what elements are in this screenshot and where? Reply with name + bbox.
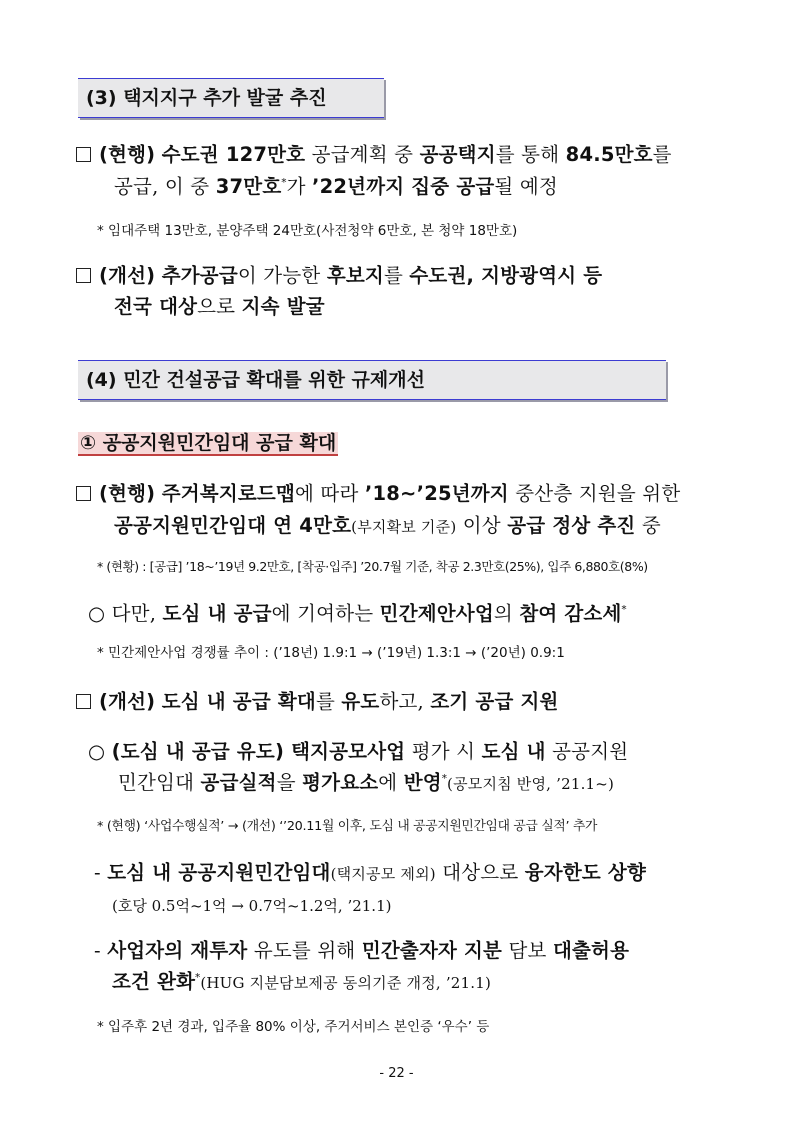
footnote-star: * [281, 177, 287, 189]
text: 융자한도 상향 [524, 861, 646, 884]
text: 를 통해 [495, 143, 566, 166]
circle-bullet-icon: ○ [88, 602, 106, 625]
text: 공급, 이 중 [114, 175, 216, 198]
page-number: - 22 - [379, 1066, 414, 1081]
text: 유도를 위해 [247, 939, 362, 962]
dash-bullet: - [94, 939, 101, 962]
checkbox-square-icon [76, 694, 91, 709]
s4-bullet-1 [88, 604, 627, 624]
s4-improve-para [76, 692, 559, 712]
section-4-title: (4) 민간 건설공급 확대를 위한 규제개선 [86, 369, 425, 391]
text: 으로 [197, 295, 242, 318]
footnote-star: * [195, 972, 201, 984]
s4-dash-1-line1 [94, 863, 646, 883]
checkbox-square-icon [76, 147, 91, 162]
text: 전국 대상 [114, 295, 198, 318]
text: 가 [286, 175, 313, 198]
text: ’22년까지 집중 공급 [312, 175, 495, 198]
s3-improve-para-line1 [76, 266, 602, 286]
text: 도심 내 공급 확대 [161, 690, 316, 713]
text: (공모지침 반영, ’21.1~) [447, 775, 615, 793]
text: 수도권, 지방광역시 등 [409, 264, 603, 287]
text: 를 [315, 690, 342, 713]
footnote-star: * [621, 604, 627, 616]
text: 에 따라 [294, 482, 365, 505]
text: 유도 [341, 690, 380, 713]
text: 평가요소 [302, 771, 379, 794]
text: ’18~’25년까지 [364, 482, 509, 505]
subsection-1-title: ① 공공지원민간임대 공급 확대 [80, 432, 337, 454]
text: (택지공모 제외) [330, 865, 436, 883]
text: 지속 발굴 [241, 295, 325, 318]
s3-note-1: * 임대주택 13만호, 분양주택 24만호(사전청약 6만호, 본 청약 18만호) [97, 223, 518, 239]
text: 담보 [502, 939, 553, 962]
text: 추가공급 [161, 264, 238, 287]
text: (도심 내 공급 유도) [111, 740, 285, 763]
section-3-header [78, 78, 384, 118]
text: 를 [383, 264, 410, 287]
s4-dash-2-line1 [94, 941, 629, 961]
s4-bullet-2-line2 [118, 773, 614, 793]
text: 의 [493, 602, 520, 625]
s4-dash-2-line2 [112, 972, 491, 992]
text: 될 예정 [494, 175, 558, 198]
text: 택지공모사업 [284, 740, 406, 763]
s4-bullet-2-line1 [88, 742, 628, 762]
text: 도심 내 공급 [162, 602, 272, 625]
checkbox-square-icon [76, 268, 91, 283]
checkbox-square-icon [76, 486, 91, 501]
text: 다만, [111, 602, 163, 625]
dash-bullet: - [94, 861, 101, 884]
label-current: (현행) [99, 482, 156, 505]
text: 공급계획 중 [305, 143, 420, 166]
text: 공급 정상 추진 [507, 514, 636, 537]
text: 공공택지 [419, 143, 496, 166]
s4-note-2: * 민간제안사업 경쟁률 추이 : (’18년) 1.9:1 → (’19년) 1.3:1 → (’20년) 0.9:1 [97, 645, 565, 661]
subsection-1-heading [78, 428, 338, 455]
text: 84.5만호 [565, 143, 653, 166]
text: 하고, [379, 690, 431, 713]
text: 중 [635, 514, 661, 537]
text: 도심 내 [481, 740, 546, 763]
s4-current-para-line2 [114, 516, 661, 536]
text: 를 [652, 143, 672, 166]
text: 조건 완화 [112, 970, 196, 993]
s4-note-3: * (현행) ‘사업수행실적’ → (개선) ‘’20.11월 이후, 도심 내 공공지원민간임대 공급 실적’ 추가 [97, 819, 598, 834]
section-3-title: (3) 택지지구 추가 발굴 추진 [86, 87, 327, 109]
text: 중산층 지원을 위한 [508, 482, 681, 505]
text: 에 [378, 771, 404, 794]
text: 공공지원민간임대 연 4만호 [114, 514, 352, 537]
text: 민간출자자 지분 [361, 939, 503, 962]
text: 민간제안사업 [379, 602, 494, 625]
text: 수도권 127만호 [161, 143, 306, 166]
text: 37만호 [215, 175, 282, 198]
text: 도심 내 공공지원민간임대 [107, 861, 331, 884]
text: 사업자의 재투자 [107, 939, 248, 962]
s3-current-para-line2 [114, 177, 558, 197]
circle-bullet-icon: ○ [88, 740, 106, 763]
text: 민간임대 [118, 771, 201, 794]
section-4-header [78, 360, 666, 400]
text: 조기 공급 지원 [430, 690, 559, 713]
label-improve: (개선) [99, 690, 156, 713]
label-current: (현행) [99, 143, 156, 166]
text: (HUG 지분담보제공 동의기준 개정, ’21.1) [200, 974, 492, 992]
label-improve: (개선) [99, 264, 156, 287]
text: 참여 감소세 [519, 602, 622, 625]
s4-dash-1-line2: (호당 0.5억~1억 → 0.7억~1.2억, ’21.1) [112, 897, 392, 915]
text: (부지확보 기준) [351, 518, 457, 536]
text: 반영 [403, 771, 442, 794]
text: 대상으로 [435, 861, 525, 884]
s4-note-1: * (현황) : [공급] ’18~’19년 9.2만호, [착공·입주] ’20.7월 기준, 착공 2.3만호(25%), 입주 6,880호(8%) [97, 559, 648, 574]
text: 평가 시 [405, 740, 482, 763]
s4-current-para-line1 [76, 484, 680, 504]
footnote-star: * [441, 773, 448, 785]
text: 을 [276, 771, 303, 794]
text: 대출허용 [552, 939, 630, 962]
text: 후보지 [326, 264, 384, 287]
text: 공급실적 [200, 771, 277, 794]
s3-current-para-line1 [76, 145, 672, 165]
text: 공공지원 [545, 740, 629, 763]
text: 이 가능한 [237, 264, 327, 287]
s4-note-4: * 입주후 2년 경과, 입주율 80% 이상, 주거서비스 본인증 ‘우수’ 등 [97, 1019, 490, 1035]
text: 이상 [456, 514, 508, 537]
text: 에 기여하는 [271, 602, 380, 625]
s3-improve-para-line2 [114, 297, 325, 317]
text: 주거복지로드맵 [161, 482, 295, 505]
